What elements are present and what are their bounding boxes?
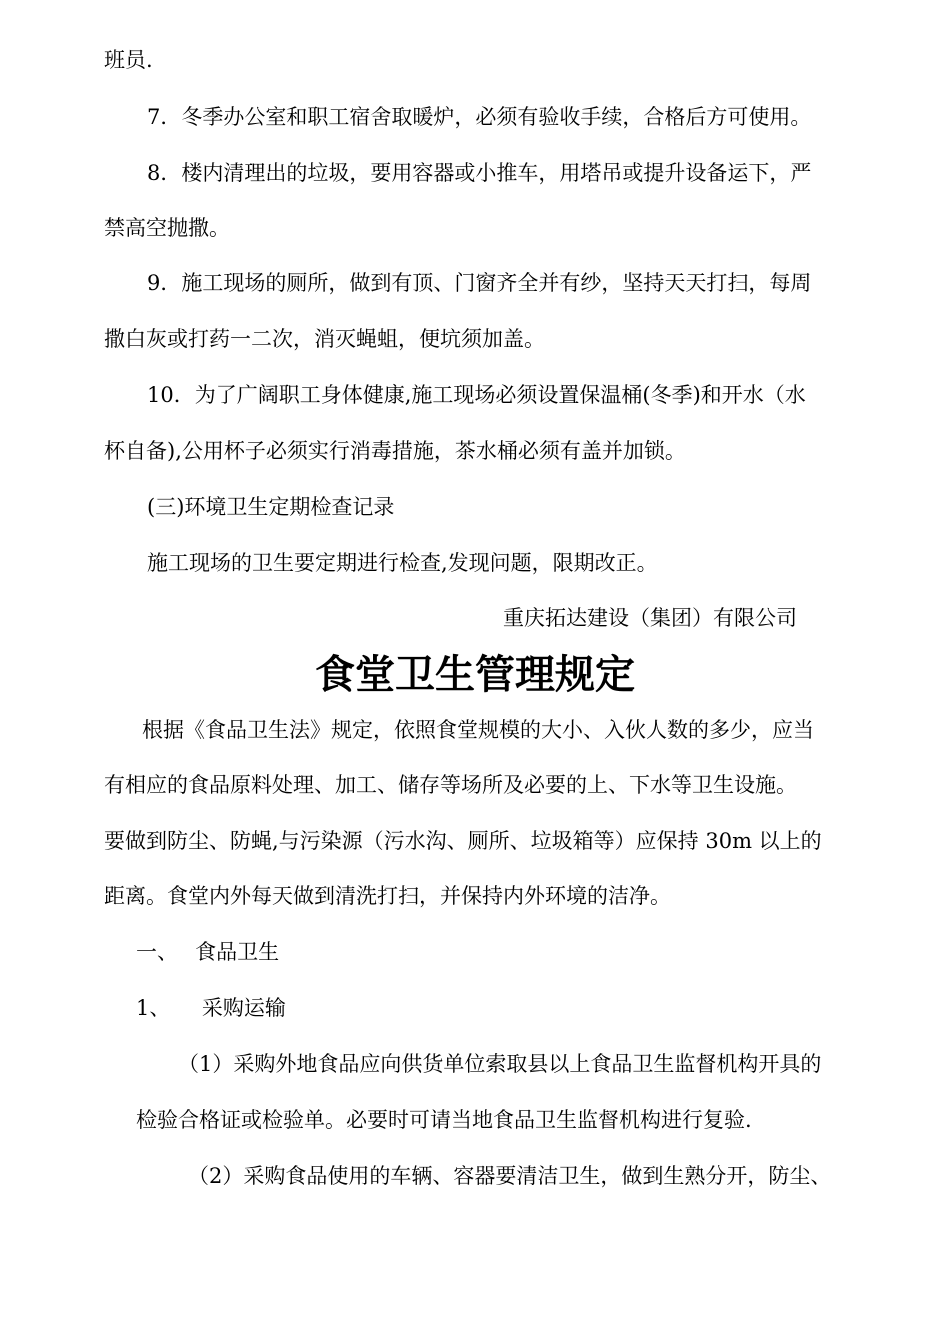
text-line: 8．楼内清理出的垃圾，要用容器或小推车，用塔吊或提升设备运下，严 bbox=[147, 161, 812, 185]
text-line: 禁高空抛撒。 bbox=[104, 216, 230, 240]
text-line: 9．施工现场的厕所，做到有顶、门窗齐全并有纱，坚持天天打扫，每周 bbox=[147, 271, 812, 295]
text-line: 10．为了广阔职工身体健康,施工现场必须设置保温桶(冬季)和开水（水 bbox=[147, 383, 806, 407]
page-title: 食堂卫生管理规定 bbox=[315, 652, 635, 698]
text-line: 撒白灰或打药一二次，消灭蝇蛆，便坑须加盖。 bbox=[104, 327, 545, 351]
text-line: 根据《食品卫生法》规定，依照食堂规模的大小、入伙人数的多少，应当 bbox=[142, 718, 814, 742]
text-line: 有相应的食品原料处理、加工、储存等场所及必要的上、下水等卫生设施。 bbox=[104, 773, 797, 797]
company-signature: 重庆拓达建设（集团）有限公司 bbox=[503, 606, 797, 630]
text-line: 要做到防尘、防蝇,与污染源（污水沟、厕所、垃圾箱等）应保持 30m 以上的 bbox=[104, 829, 822, 853]
text-line: 距离。食堂内外每天做到清洗打扫，并保持内外环境的洁净。 bbox=[104, 884, 671, 908]
text-line: 施工现场的卫生要定期进行检查,发现问题，限期改正。 bbox=[147, 551, 658, 575]
text-line: （2）采购食品使用的车辆、容器要清洁卫生，做到生熟分开，防尘、 bbox=[188, 1164, 832, 1188]
text-line: 杯自备),公用杯子必须实行消毒措施，茶水桶必须有盖并加锁。 bbox=[104, 439, 686, 463]
section-heading: 一、 食品卫生 bbox=[136, 940, 280, 964]
section-heading: (三)环境卫生定期检查记录 bbox=[147, 495, 395, 519]
text-line: 7．冬季办公室和职工宿舍取暖炉，必须有验收手续，合格后方可使用。 bbox=[147, 105, 812, 129]
text-line: 检验合格证或检验单。必要时可请当地食品卫生监督机构进行复验. bbox=[136, 1108, 752, 1132]
text-line: 班员. bbox=[104, 48, 153, 72]
subsection-heading: 1、 采购运输 bbox=[136, 996, 286, 1020]
text-line: （1）采购外地食品应向供货单位索取县以上食品卫生监督机构开具的 bbox=[178, 1052, 822, 1076]
